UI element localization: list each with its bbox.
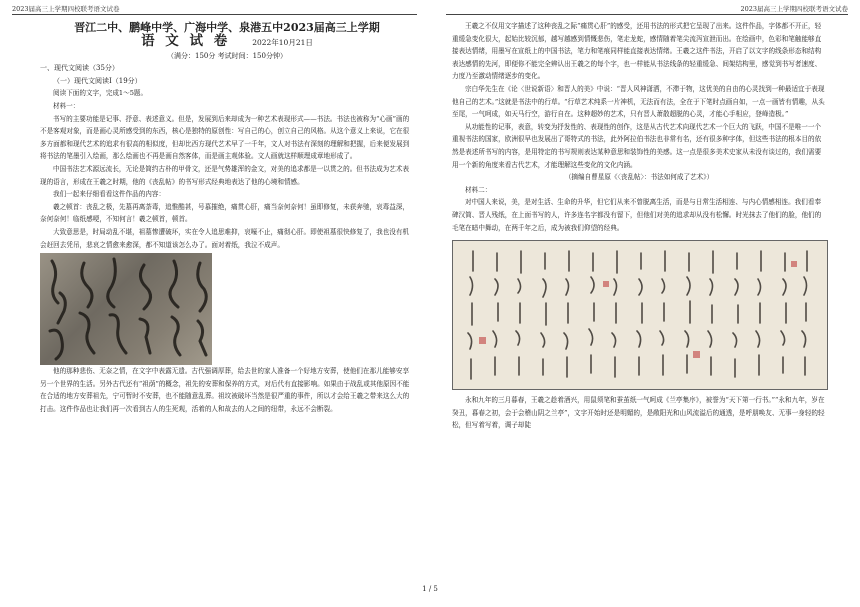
left-column [40,20,414,415]
sangluan-tie-image [40,253,212,365]
calligraphy-strokes [40,253,212,365]
subsection-heading: （一）现代文阅读Ⅰ（19分） [53,76,142,85]
material-label: 材料二： [465,185,492,194]
paragraph: 书写的主要功能是记事、抒意、表述意义。但是，发展到后来却成为一种艺术表现形式——书法。书法也被称为“心画”画的不是客观对象，而是画心灵所感受到的东西，核心是独特的原创性：写自己的心，创立自己的风格。从这个意义上来说，它在很多方面都和现代艺术的追求有很高的相似度，但却比西方现代艺术早了一千年，文人对书法有深刻的理解和把握，后来便发展到将书法的笔墨引入绘画，那么绘画也不再是画自然客体，而是画主观体验。文人画就这样顺理成章地形成了。 [40,114,410,161]
paragraph: 永和九年的三月暮春，王羲之趁着酒兴，用鼠须笔和蚕茧纸一气呵成《兰亭集序》，被誉为“天下第一行书。”“永和九年，岁在癸丑，暮春之初，会于会稽山阴之兰亭”，文字开始时还是明媚的，是敞阳光和山风流溢后的通透，是呼朋唤友、无事一身轻的轻松，但写着写着，调子却陡 [452,396,825,430]
exam-subject-line [40,35,414,50]
page-header-right: 2023届高三上学期四校联考语文试卷 [740,5,848,13]
exam-score-time: （满分：150分 考试时间：150分钟） [167,51,287,60]
header-rule-right [446,14,848,15]
instruction: 阅读下面的文字，完成1～5题。 [53,89,148,98]
header-rule-left [12,14,417,15]
paragraph: 中国书法艺术源远流长，无论是简约古朴的甲骨文，还是气势雄浑的金文，对美的追求都是一以贯之的。但书法成为艺术表现的语言，形成在王羲之时期，他的《丧乱帖》的书写形式经典地表达了他的心境和情感。 [40,164,410,186]
paragraph: 大致意思是，时局动乱不堪，祖墓惨遭破坏，实在令人追思难抑，哀嚎不止，痛彻心肝。即使祖墓很快修复了，我也没有机会赶回去凭吊，悲哀之情愈来愈深，都不知道该怎么办了。面对着纸，我泣不成声。 [40,227,410,249]
right-column [452,20,826,432]
paragraph: 从功能性的记事，表意，转变为抒发性的、表现性的创作，这是从古代艺术向现代艺术一个巨大的飞跃，中国不是唯一一个重视书法的国家，欧洲很早也发展出了哥特式的书法，此外阿拉伯书法也非常有名，还有很多种字体，但这些书法的根本目的依然是表述所书写的内容，是用特定的书写规则表达某种意思和装饰性的美感。这一点是很多美术史家从未没有谈过的，我们需要用一个新的角度来看古代艺术，才能理解这些变化的文化内涵。 [452,122,822,169]
exam-subject: 语 文 试 卷 [141,33,231,49]
section-heading: 一、现代文阅读（35分） [40,64,119,73]
quoted-letter: 羲之顿首：丧乱之极，先墓再离荼毒，追惟酷甚，号慕摧绝，痛贯心肝，痛当奈何奈何！虽即修复，未获奔驰，哀毒益深，奈何奈何！临纸感哽，不知何言！羲之顿首，顿首。 [40,202,410,224]
manuscript-columns [453,241,827,389]
exam-schools: 晋江二中、鹏峰中学、广海中学、泉港五中2023届高三上学期 [74,21,380,34]
exam-date: 2022年10月21日 [252,38,313,47]
paragraph: 宗白华先生在《论〈世说新语〉和晋人的美》中说：“晋人风神潇洒，不滞于物，这优美的自由的心灵找到一种最适宜于表现他自己的艺术。”这就是书法中的行草。“行草艺术纯系一片神机，无法而有法，全在于下笔时点画自如，一点一画皆有情趣，从头至尾，一气呵成，如天马行空，游行自在。这种超妙的艺术，只有晋人萧散超脱的心灵，才能心手相应，登峰造极。” [452,84,825,119]
material-label: 材料一： [53,101,80,110]
page-number: 1 / 5 [422,585,438,593]
paragraph: 我们一起来仔细看看这件作品的内容： [53,190,166,199]
lanting-xu-image [452,240,828,390]
paragraph: 王羲之不仅用文字描述了这种丧乱之际“痛贯心肝”的感受，还用书法的形式把它呈现了出来。这件作品，字体都不开正，轻重缓急变化很大，起始比较沉郁，越写越感到情慨悲伤，笔走龙蛇，感情随着笔尖流泻宣泄而出。在绘画中，色彩和笔触能够直接表达情绪，用墨写在宣纸上的中国书法，笔力和笔痕同样能直接表达情绪。王羲之这件书法，开启了以文字的线条形态和结构表达感情的先河，即便你不能完全辨认出王羲之的每个字，也一样能从书法线条的轻重缓急、间架结构里，感觉到书写者速度、力度乃至激动情绪逐步的变化。 [452,22,822,81]
figure-side-text [220,253,414,365]
source-citation: （摘编自曹星原《〈丧乱帖〉：书法如何成了艺术》） [564,173,714,182]
paragraph: 对中国人来说，美，是对生活、生命的升华，但它们从来不曾脱离生活，而是与日常生活相连、与内心情感相连。我们看奉碑汉简、晋人残纸，在上面书写的人，许多连名字都没有留下，但他们对美的追求却从没有松懈。时光抹去了他们的脸，他们的毛笔在暗中舞动，在两千年之后，成为被我们仰望的经典。 [452,198,822,232]
calligraphy-figure-block [40,253,414,365]
paragraph: 他的那种悲伤、无奈之情，在文字中表露无遗。古代强调厚葬，给去世的家人准备一个好地方安葬，使他们在那儿能够安享另一个世界的生活。另外古代还有“祖荫”的概念，祖先的安葬和保养的方式，对后代有直接影响。如果由于战乱或其他原因不能在合适的地方安葬祖先，宁可暂时不安葬，也不能随意乱葬。祖坟被破坏当然是很严重的事件，所以才会给王羲之带来这么大的打击。这件作品也让我们再一次看到古人的生死观，活着的人和故去的人之间的纽带，永远不会断裂。 [40,367,410,413]
page-header-left: 2023届高三上学期四校联考语文试卷 [12,5,120,13]
